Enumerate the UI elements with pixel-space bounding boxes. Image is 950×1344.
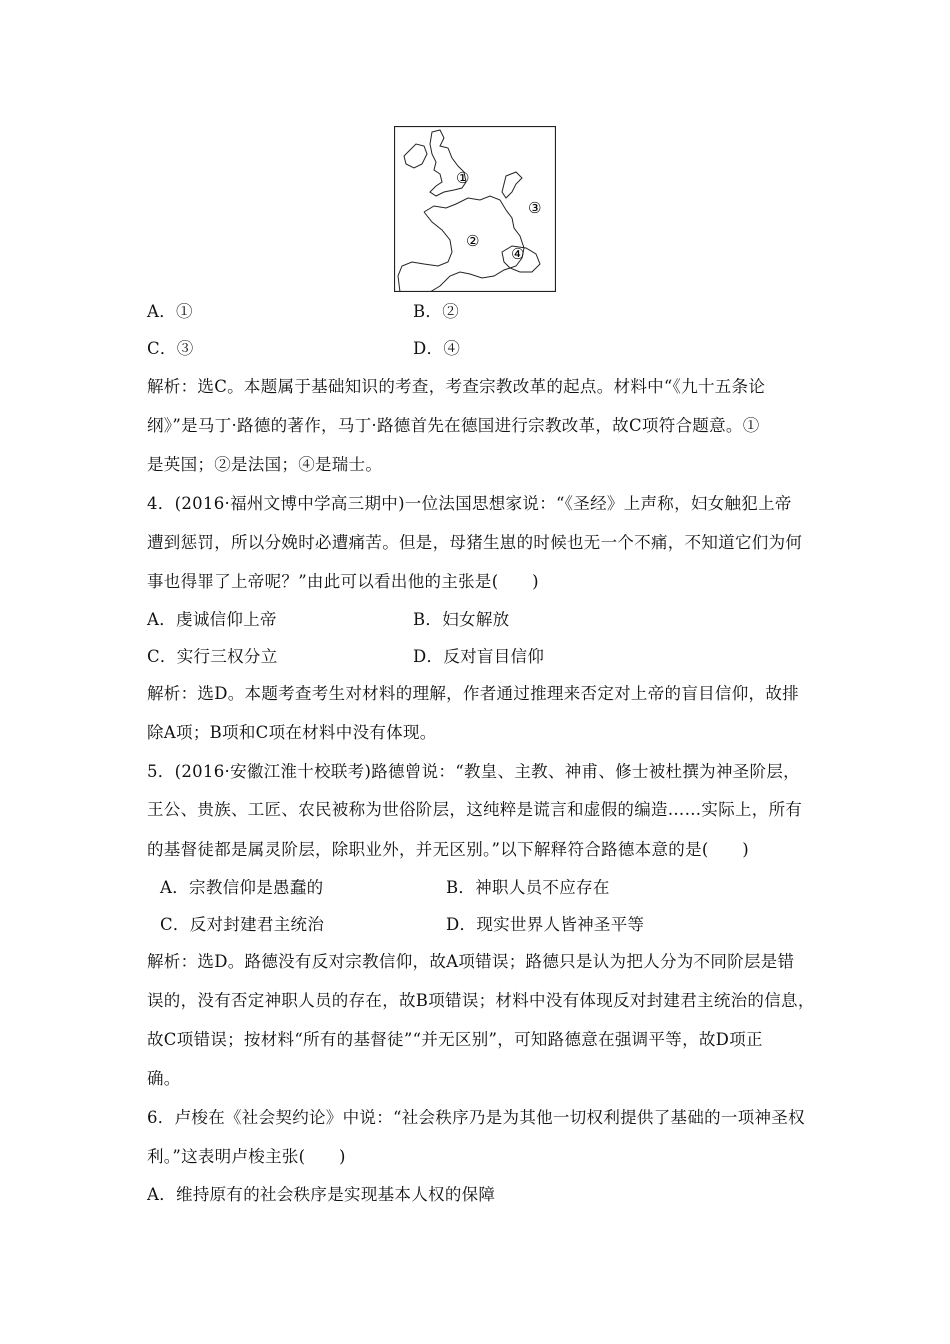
q3-analysis-line-3: 是英国；②是法国；④是瑞士。	[147, 455, 383, 474]
q6-stem-line-1: 6．卢梭在《社会契约论》中说：“社会秩序乃是为其他一切权利提供了基础的一项神圣权	[147, 1108, 805, 1127]
q4-stem-line-1: 4．(2016·福州文博中学高三期中)一位法国思想家说：“《圣经》上声称，妇女触犯上帝	[147, 494, 792, 513]
q5-analysis-line-2: 误的，没有否定神职人员的存在，故B项错误；材料中没有体现反对封建君主统治的信息，	[147, 991, 815, 1010]
q5-option-d: D．现实世界人皆神圣平等	[446, 915, 645, 934]
q6-option-a: A．维持原有的社会秩序是实现基本人权的保障	[147, 1185, 496, 1204]
q5-analysis-line-1: 解析：选D。路德没有反对宗教信仰，故A项错误；路德只是认为把人分为不同阶层是错	[147, 952, 795, 971]
q6-stem-line-2: 利。”这表明卢梭主张( )	[147, 1147, 346, 1166]
q5-option-b: B．神职人员不应存在	[446, 878, 610, 897]
q3-analysis-line-1: 解析：选C。本题属于基础知识的考查，考查宗教改革的起点。材料中“《九十五条论	[147, 377, 766, 396]
q3-option-b: B．②	[413, 302, 460, 321]
q5-option-c: C．反对封建君主统治	[160, 915, 325, 934]
map-label-4: ④	[511, 245, 525, 263]
q4-stem-line-3: 事也得罪了上帝呢？”由此可以看出他的主张是( )	[147, 572, 539, 591]
q5-stem-line-2: 王公、贵族、工匠、农民被称为世俗阶层，这纯粹是谎言和虚假的编造……实际上，所有	[147, 800, 803, 819]
q3-analysis-line-2: 纲》”是马丁·路德的著作，马丁·路德首先在德国进行宗教改革，故C项符合题意。①	[147, 416, 760, 435]
q3-option-c: C．③	[147, 339, 194, 358]
q5-stem-line-3: 的基督徒都是属灵阶层，除职业外，并无区别。”以下解释符合路德本意的是( )	[147, 840, 749, 859]
q5-analysis-line-3: 故C项错误；按材料“所有的基督徒”“并无区别”，可知路德意在强调平等，故D项正	[147, 1030, 763, 1049]
q3-option-d: D．④	[413, 339, 461, 358]
q5-analysis-line-4: 确。	[147, 1069, 181, 1088]
q5-stem-line-1: 5．(2016·安徽江淮十校联考)路德曾说：“教皇、主教、神甫、修士被杜撰为神圣阶层，	[147, 762, 800, 781]
q3-option-a: A．①	[147, 302, 193, 321]
q4-analysis-line-1: 解析：选D。本题考查考生对材料的理解，作者通过推理来否定对上帝的盲目信仰，故排	[147, 684, 799, 703]
map-label-2: ②	[466, 232, 480, 250]
q4-stem-line-2: 遭到惩罚，所以分娩时必遭痛苦。但是，母猪生崽的时候也无一个不痛，不知道它们为何	[147, 533, 803, 552]
q5-option-a: A．宗教信仰是愚蠢的	[160, 878, 324, 897]
q4-analysis-line-2: 除A项；B项和C项在材料中没有体现。	[147, 723, 437, 742]
q4-option-a: A．虔诚信仰上帝	[147, 610, 277, 629]
q4-option-b: B．妇女解放	[413, 610, 510, 629]
q4-option-d: D．反对盲目信仰	[413, 647, 545, 666]
q4-option-c: C．实行三权分立	[147, 647, 278, 666]
europe-map-figure	[394, 126, 556, 292]
map-label-1: ①	[456, 169, 470, 187]
map-label-3: ③	[528, 199, 542, 217]
